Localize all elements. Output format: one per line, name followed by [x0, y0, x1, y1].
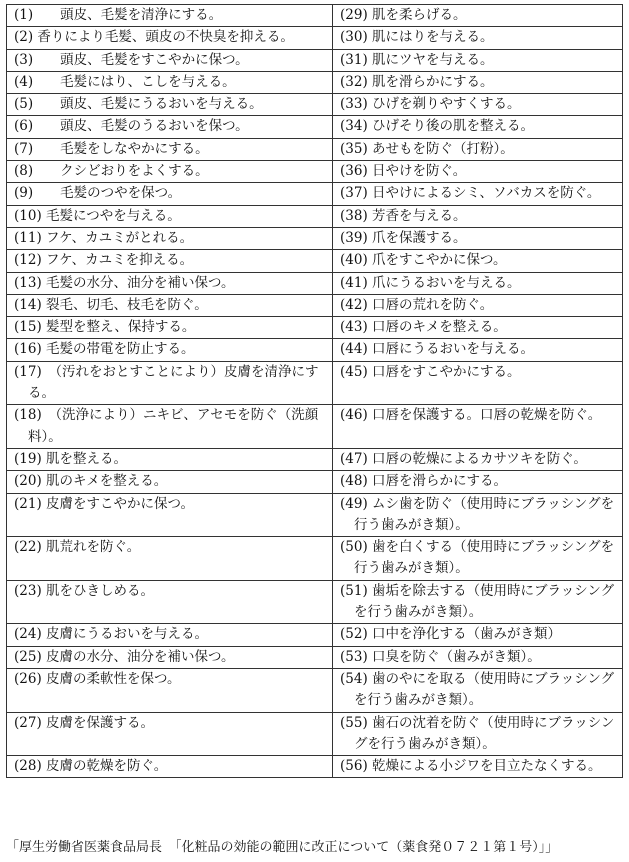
efficacy-item-text: (39) 爪を保護する。: [340, 229, 467, 246]
right-cell: [333, 116, 623, 138]
efficacy-item-text: (3) 頭皮、毛髪をすこやかに保つ。: [14, 51, 249, 68]
efficacy-item-text: (42) 口唇の荒れを防ぐ。: [340, 296, 494, 313]
efficacy-item-text: (20) 肌のキメを整える。: [14, 473, 168, 490]
left-cell: [7, 448, 333, 470]
efficacy-item-text: (46) 口唇を保護する。口唇の乾燥を防ぐ。: [340, 407, 602, 424]
left-cell: [7, 227, 333, 249]
efficacy-item-text: (41) 爪にうるおいを与える。: [340, 274, 521, 291]
efficacy-item-text: (25) 皮膚の水分、油分を補い保つ。: [14, 648, 235, 665]
right-cell: [333, 537, 623, 581]
left-cell: [7, 580, 333, 624]
table-row: [7, 250, 623, 272]
right-cell: [333, 448, 623, 470]
table-row: [7, 712, 623, 756]
right-cell: [333, 712, 623, 756]
efficacy-item-text: (15) 髪型を整え、保持する。: [14, 319, 196, 336]
efficacy-item-text: (4) 毛髪にはり、こしを与える。: [14, 73, 236, 90]
right-cell: [333, 471, 623, 493]
table-row: [7, 471, 623, 493]
left-cell: [7, 361, 333, 405]
left-cell: [7, 183, 333, 205]
right-cell: [333, 405, 623, 449]
table-row: [7, 294, 623, 316]
efficacy-item-text: (38) 芳香を与える。: [340, 207, 467, 224]
left-cell: [7, 161, 333, 183]
efficacy-item-text: (56) 乾燥による小ジワを目立たなくする。: [340, 758, 602, 775]
efficacy-item-text: (35) あせもを防ぐ（打粉）。: [340, 140, 514, 157]
efficacy-item-text: (30) 肌にはりを与える。: [340, 29, 494, 46]
table-row: [7, 71, 623, 93]
efficacy-item-text: (36) 日やけを防ぐ。: [340, 163, 467, 180]
right-cell: [333, 339, 623, 361]
efficacy-item-text: (31) 肌にツヤを与える。: [340, 51, 494, 68]
table-row: [7, 227, 623, 249]
efficacy-item-text: (49) ムシ歯を防ぐ（使用時にブラッシングを行う歯みがき類）。: [340, 495, 615, 533]
efficacy-table-body: [7, 5, 623, 778]
left-cell: [7, 138, 333, 160]
right-cell: [333, 317, 623, 339]
right-cell: [333, 94, 623, 116]
table-row: [7, 94, 623, 116]
right-cell: [333, 161, 623, 183]
table-row: [7, 405, 623, 449]
left-cell: [7, 294, 333, 316]
right-cell: [333, 5, 623, 27]
table-row: [7, 205, 623, 227]
right-cell: [333, 71, 623, 93]
efficacy-item-text: (26) 皮膚の柔軟性を保つ。: [14, 670, 181, 687]
efficacy-item-text: (28) 皮膚の乾燥を防ぐ。: [14, 758, 168, 775]
efficacy-item-text: (21) 皮膚をすこやかに保つ。: [14, 495, 194, 512]
efficacy-item-text: (6) 頭皮、毛髪のうるおいを保つ。: [14, 118, 249, 135]
right-cell: [333, 361, 623, 405]
efficacy-item-text: (10) 毛髪につやを与える。: [14, 207, 181, 224]
efficacy-item-text: (1) 頭皮、毛髪を清浄にする。: [14, 7, 223, 23]
right-cell: [333, 227, 623, 249]
left-cell: [7, 205, 333, 227]
efficacy-item-text: (8) クシどおりをよくする。: [14, 163, 209, 180]
efficacy-item-text: (48) 口唇を滑らかにする。: [340, 473, 508, 490]
table-row: [7, 317, 623, 339]
table-row: [7, 493, 623, 537]
efficacy-item-text: (34) ひげそり後の肌を整える。: [340, 118, 535, 135]
efficacy-item-text: (51) 歯垢を除去する（使用時にブラッシングを行う歯みがき類）。: [340, 582, 615, 621]
efficacy-item-text: (5) 頭皮、毛髪にうるおいを与える。: [14, 96, 263, 113]
efficacy-item-text: (23) 肌をひきしめる。: [14, 582, 155, 599]
right-cell: [333, 205, 623, 227]
efficacy-item-text: (27) 皮膚を保護する。: [14, 714, 155, 731]
left-cell: [7, 624, 333, 646]
left-cell: [7, 116, 333, 138]
source-note: 「厚生労働省医薬食品局長 「化粧品の効能の範囲に改正について（薬食発０７２１第１号）」」: [6, 840, 559, 855]
table-row: [7, 116, 623, 138]
efficacy-item-text: (29) 肌を柔らげる。: [340, 7, 467, 23]
left-cell: [7, 339, 333, 361]
efficacy-item-text: (22) 肌荒れを防ぐ。: [14, 539, 141, 556]
right-cell: [333, 493, 623, 537]
table-row: [7, 49, 623, 71]
left-cell: [7, 317, 333, 339]
table-row: [7, 183, 623, 205]
efficacy-item-text: (12) フケ、カユミを抑える。: [14, 252, 194, 269]
left-cell: [7, 5, 333, 27]
right-cell: [333, 183, 623, 205]
left-cell: [7, 493, 333, 537]
efficacy-item-text: (33) ひげを剃りやすくする。: [340, 96, 521, 113]
efficacy-item-text: (53) 口臭を防ぐ（歯みがき類）。: [340, 648, 541, 665]
table-row: [7, 448, 623, 470]
efficacy-item-text: (55) 歯石の沈着を防ぐ（使用時にブラッシングを行う歯みがき類）。: [340, 714, 615, 752]
table-row: [7, 339, 623, 361]
efficacy-item-text: (43) 口唇のキメを整える。: [340, 319, 507, 336]
efficacy-item-text: (52) 口中を浄化する（歯みがき類）: [340, 626, 562, 643]
efficacy-item-text: (2) 香りにより毛髪、頭皮の不快臭を抑える。: [14, 29, 294, 46]
efficacy-item-text: (40) 爪をすこやかに保つ。: [340, 252, 507, 269]
right-cell: [333, 646, 623, 668]
right-cell: [333, 580, 623, 624]
left-cell: [7, 272, 333, 294]
left-cell: [7, 646, 333, 668]
left-cell: [7, 71, 333, 93]
left-cell: [7, 250, 333, 272]
efficacy-item-text: (16) 毛髪の帯電を防止する。: [14, 341, 195, 358]
table-row: [7, 756, 623, 778]
table-row: [7, 624, 623, 646]
left-cell: [7, 471, 333, 493]
efficacy-item-text: (32) 肌を滑らかにする。: [340, 73, 494, 90]
efficacy-item-text: (7) 毛髪をしなやかにする。: [14, 140, 209, 157]
left-cell: [7, 756, 333, 778]
table-row: [7, 580, 623, 624]
table-row: [7, 138, 623, 160]
left-cell: [7, 27, 333, 49]
efficacy-item-text: (44) 口唇にうるおいを与える。: [340, 341, 535, 358]
efficacy-item-text: (14) 裂毛、切毛、枝毛を防ぐ。: [14, 296, 208, 313]
left-cell: [7, 94, 333, 116]
efficacy-item-text: (37) 日やけによるシミ、ソバカスを防ぐ。: [340, 185, 601, 202]
efficacy-item-text: (17) （汚れをおとすことにより）皮膚を清浄にする。: [14, 363, 319, 402]
table-row: [7, 537, 623, 581]
right-cell: [333, 624, 623, 646]
efficacy-item-text: (54) 歯のやにを取る（使用時にブラッシングを行う歯みがき類）。: [340, 670, 615, 709]
right-cell: [333, 272, 623, 294]
efficacy-item-text: (45) 口唇をすこやかにする。: [340, 363, 521, 380]
table-row: [7, 668, 623, 712]
efficacy-table: [6, 4, 623, 778]
right-cell: [333, 49, 623, 71]
efficacy-item-text: (47) 口唇の乾燥によるカサツキを防ぐ。: [340, 450, 587, 467]
table-row: [7, 646, 623, 668]
efficacy-item-text: (50) 歯を白くする（使用時にブラッシングを行う歯みがき類）。: [340, 539, 615, 577]
table-row: [7, 5, 623, 27]
left-cell: [7, 668, 333, 712]
efficacy-item-text: (13) 毛髪の水分、油分を補い保つ。: [14, 274, 235, 291]
efficacy-item-text: (24) 皮膚にうるおいを与える。: [14, 626, 209, 643]
efficacy-item-text: (18) （洗浄により）ニキビ、アセモを防ぐ（洗顔料）。: [14, 407, 319, 445]
efficacy-item-text: (11) フケ、カユミがとれる。: [14, 229, 194, 246]
table-row: [7, 272, 623, 294]
right-cell: [333, 668, 623, 712]
table-row: [7, 27, 623, 49]
right-cell: [333, 138, 623, 160]
right-cell: [333, 250, 623, 272]
right-cell: [333, 27, 623, 49]
efficacy-item-text: (9) 毛髪のつやを保つ。: [14, 185, 182, 202]
right-cell: [333, 756, 623, 778]
table-row: [7, 361, 623, 405]
left-cell: [7, 49, 333, 71]
table-row: [7, 161, 623, 183]
left-cell: [7, 712, 333, 756]
left-cell: [7, 537, 333, 581]
efficacy-item-text: (19) 肌を整える。: [14, 450, 128, 467]
left-cell: [7, 405, 333, 449]
right-cell: [333, 294, 623, 316]
